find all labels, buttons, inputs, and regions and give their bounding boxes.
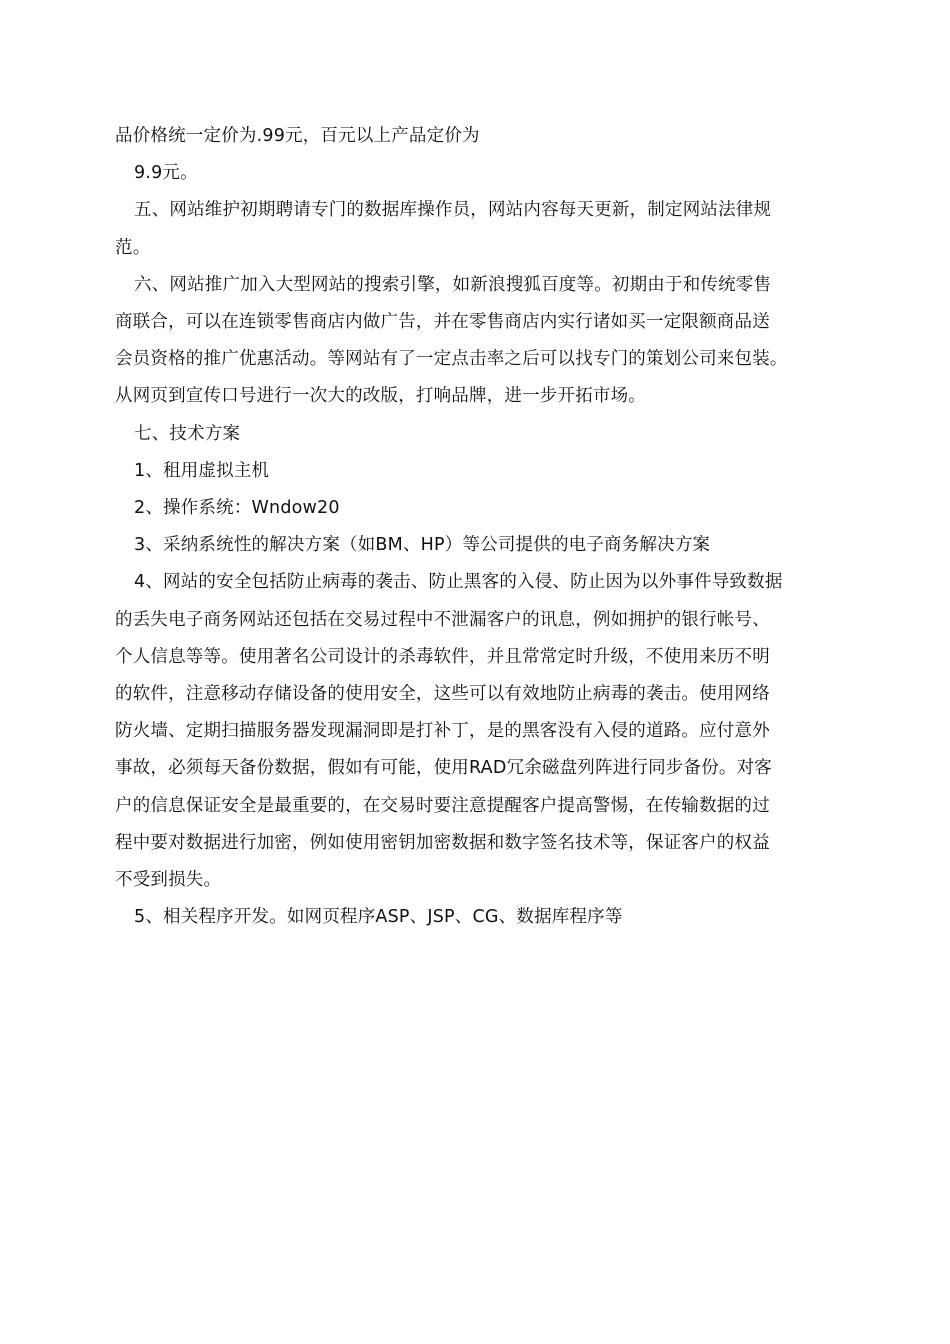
text-line: 会员资格的推广优惠活动。等网站有了一定点击率之后可以找专门的策划公司来包装。 <box>115 349 788 370</box>
text-line: 商联合，可以在连锁零售商店内做广告，并在零售商店内实行诸如买一定限额商品送 <box>115 312 770 333</box>
text-line: 1、租用虚拟主机 <box>134 460 270 481</box>
text-line: 的丢失电子商务网站还包括在交易过程中不泄漏客户的讯息，例如拥护的银行帐号、 <box>115 609 770 630</box>
text-line: 七、技术方案 <box>134 423 241 444</box>
paragraph <box>115 490 840 527</box>
text-line: 品价格统一定价为.99元，百元以上产品定价为 <box>115 126 480 146</box>
text-line: 9.9元。 <box>134 163 198 184</box>
paragraph <box>115 453 840 490</box>
text-line: 范。 <box>115 237 151 258</box>
paragraph <box>115 267 840 416</box>
text-line: 户的信息保证安全是最重要的，在交易时要注意提醒客户提高警惕，在传输数据的过 <box>115 795 770 816</box>
document-body <box>115 118 840 936</box>
text-line: 程中要对数据进行加密，例如使用密钥加密数据和数字签名技术等，保证客户的权益 <box>115 832 770 853</box>
text-line: 个人信息等等。使用著名公司设计的杀毒软件，并且常常定时升级，不使用来历不明 <box>115 646 770 667</box>
text-line: 不受到损失。 <box>115 870 222 891</box>
paragraph <box>115 564 840 899</box>
paragraph <box>115 416 840 453</box>
paragraph <box>115 118 840 155</box>
text-line: 五、网站维护初期聘请专门的数据库操作员，网站内容每天更新，制定网站法律规 <box>134 200 772 221</box>
text-line: 的软件，注意移动存储设备的使用安全，这些可以有效地防止病毒的袭击。使用网络 <box>115 684 770 705</box>
text-line: 防火墙、定期扫描服务器发现漏洞即是打补丁，是的黑客没有入侵的道路。应付意外 <box>115 721 770 742</box>
paragraph <box>115 899 840 936</box>
paragraph <box>115 155 840 192</box>
paragraph <box>115 527 840 564</box>
text-line: 4、网站的安全包括防止病毒的袭击、防止黑客的入侵、防止因为以外事件导致数据 <box>134 572 783 593</box>
paragraph <box>115 192 840 266</box>
text-line: 3、采纳系统性的解决方案（如BM、HP）等公司提供的电子商务解决方案 <box>134 535 711 556</box>
text-line: 事故，必须每天备份数据，假如有可能，使用RAD冗余磁盘列阵进行同步备份。对客 <box>115 758 772 779</box>
text-line: 5、相关程序开发。如网页程序ASP、JSP、CG、数据库程序等 <box>134 907 623 928</box>
text-line: 六、网站推广加入大型网站的搜索引擎，如新浪搜狐百度等。初期由于和传统零售 <box>134 274 772 295</box>
text-line: 从网页到宣传口号进行一次大的改版，打响品牌，进一步开拓市场。 <box>115 386 646 407</box>
text-line: 2、操作系统：Wndow20 <box>134 498 340 519</box>
